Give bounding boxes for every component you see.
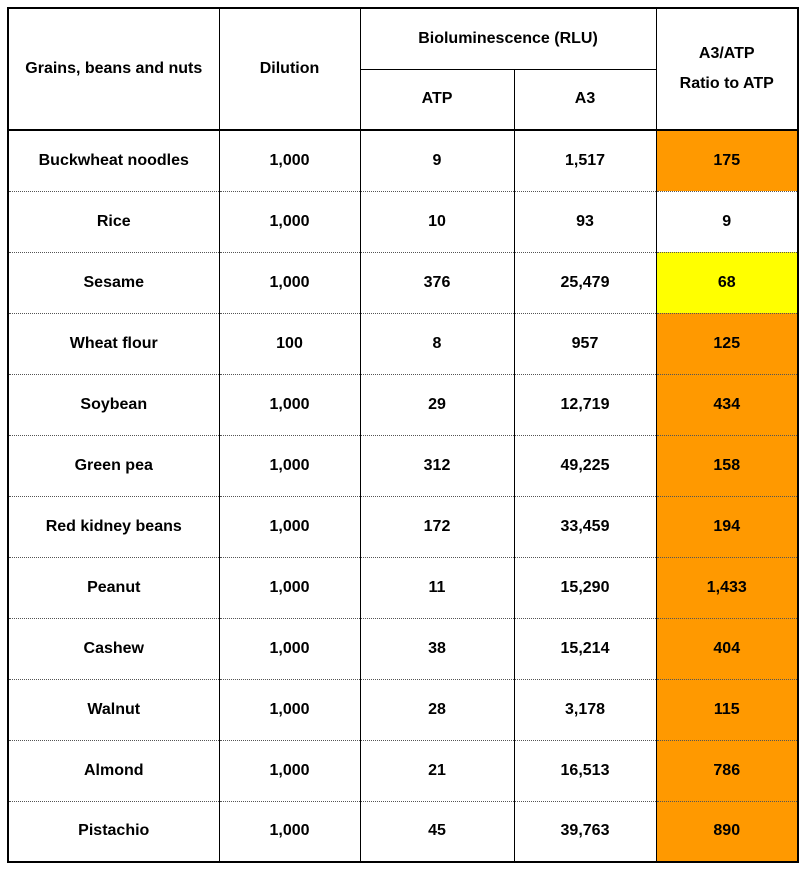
- cell-item: Almond: [8, 740, 219, 801]
- cell-atp: 45: [360, 801, 514, 862]
- table-header: [8, 8, 798, 130]
- cell-a3: 15,290: [514, 557, 656, 618]
- cell-item: Buckwheat noodles: [8, 130, 219, 191]
- cell-ratio: 158: [656, 435, 798, 496]
- cell-dilution: 1,000: [219, 740, 360, 801]
- cell-atp: 21: [360, 740, 514, 801]
- table-row: [8, 740, 798, 801]
- cell-dilution: 1,000: [219, 801, 360, 862]
- header-atp: ATP: [360, 69, 514, 130]
- cell-item: Peanut: [8, 557, 219, 618]
- cell-a3: 16,513: [514, 740, 656, 801]
- table-row: [8, 801, 798, 862]
- cell-item: Pistachio: [8, 801, 219, 862]
- cell-dilution: 1,000: [219, 679, 360, 740]
- header-ratio-line1: A3/ATP: [698, 45, 755, 62]
- cell-a3: 1,517: [514, 130, 656, 191]
- cell-dilution: 1,000: [219, 191, 360, 252]
- cell-item: Walnut: [8, 679, 219, 740]
- cell-ratio: 9: [656, 191, 798, 252]
- cell-ratio: 175: [656, 130, 798, 191]
- cell-ratio: 890: [656, 801, 798, 862]
- cell-a3: 93: [514, 191, 656, 252]
- cell-a3: 3,178: [514, 679, 656, 740]
- cell-atp: 28: [360, 679, 514, 740]
- cell-dilution: 1,000: [219, 374, 360, 435]
- cell-a3: 25,479: [514, 252, 656, 313]
- cell-ratio: 115: [656, 679, 798, 740]
- table-body: [8, 130, 798, 862]
- cell-item: Soybean: [8, 374, 219, 435]
- cell-atp: 38: [360, 618, 514, 679]
- cell-a3: 957: [514, 313, 656, 374]
- cell-item: Cashew: [8, 618, 219, 679]
- table-row: [8, 130, 798, 191]
- cell-item: Green pea: [8, 435, 219, 496]
- table-row: [8, 313, 798, 374]
- table-row: [8, 374, 798, 435]
- cell-dilution: 1,000: [219, 130, 360, 191]
- cell-dilution: 1,000: [219, 557, 360, 618]
- header-ratio: [656, 8, 798, 130]
- table-row: [8, 252, 798, 313]
- cell-dilution: 1,000: [219, 618, 360, 679]
- table-row: [8, 191, 798, 252]
- cell-a3: 12,719: [514, 374, 656, 435]
- cell-item: Wheat flour: [8, 313, 219, 374]
- table-row: [8, 557, 798, 618]
- table-row: [8, 435, 798, 496]
- table-row: [8, 618, 798, 679]
- cell-dilution: 1,000: [219, 435, 360, 496]
- cell-ratio: 786: [656, 740, 798, 801]
- cell-ratio: 68: [656, 252, 798, 313]
- cell-a3: 49,225: [514, 435, 656, 496]
- header-ratio-line2: Ratio to ATP: [679, 75, 774, 92]
- cell-ratio: 1,433: [656, 557, 798, 618]
- cell-atp: 376: [360, 252, 514, 313]
- header-item: Grains, beans and nuts: [8, 8, 219, 130]
- cell-dilution: 1,000: [219, 252, 360, 313]
- header-bioluminescence: Bioluminescence (RLU): [360, 8, 656, 69]
- cell-item: Sesame: [8, 252, 219, 313]
- cell-atp: 9: [360, 130, 514, 191]
- results-table: [7, 7, 799, 863]
- cell-a3: 33,459: [514, 496, 656, 557]
- header-dilution: Dilution: [219, 8, 360, 130]
- header-a3: A3: [514, 69, 656, 130]
- cell-ratio: 434: [656, 374, 798, 435]
- cell-a3: 15,214: [514, 618, 656, 679]
- cell-atp: 172: [360, 496, 514, 557]
- cell-atp: 29: [360, 374, 514, 435]
- cell-dilution: 1,000: [219, 496, 360, 557]
- cell-atp: 312: [360, 435, 514, 496]
- cell-atp: 8: [360, 313, 514, 374]
- cell-item: Rice: [8, 191, 219, 252]
- cell-item: Red kidney beans: [8, 496, 219, 557]
- cell-ratio: 194: [656, 496, 798, 557]
- table-row: [8, 496, 798, 557]
- cell-ratio: 404: [656, 618, 798, 679]
- cell-a3: 39,763: [514, 801, 656, 862]
- cell-dilution: 100: [219, 313, 360, 374]
- cell-atp: 10: [360, 191, 514, 252]
- table-row: [8, 679, 798, 740]
- cell-atp: 11: [360, 557, 514, 618]
- cell-ratio: 125: [656, 313, 798, 374]
